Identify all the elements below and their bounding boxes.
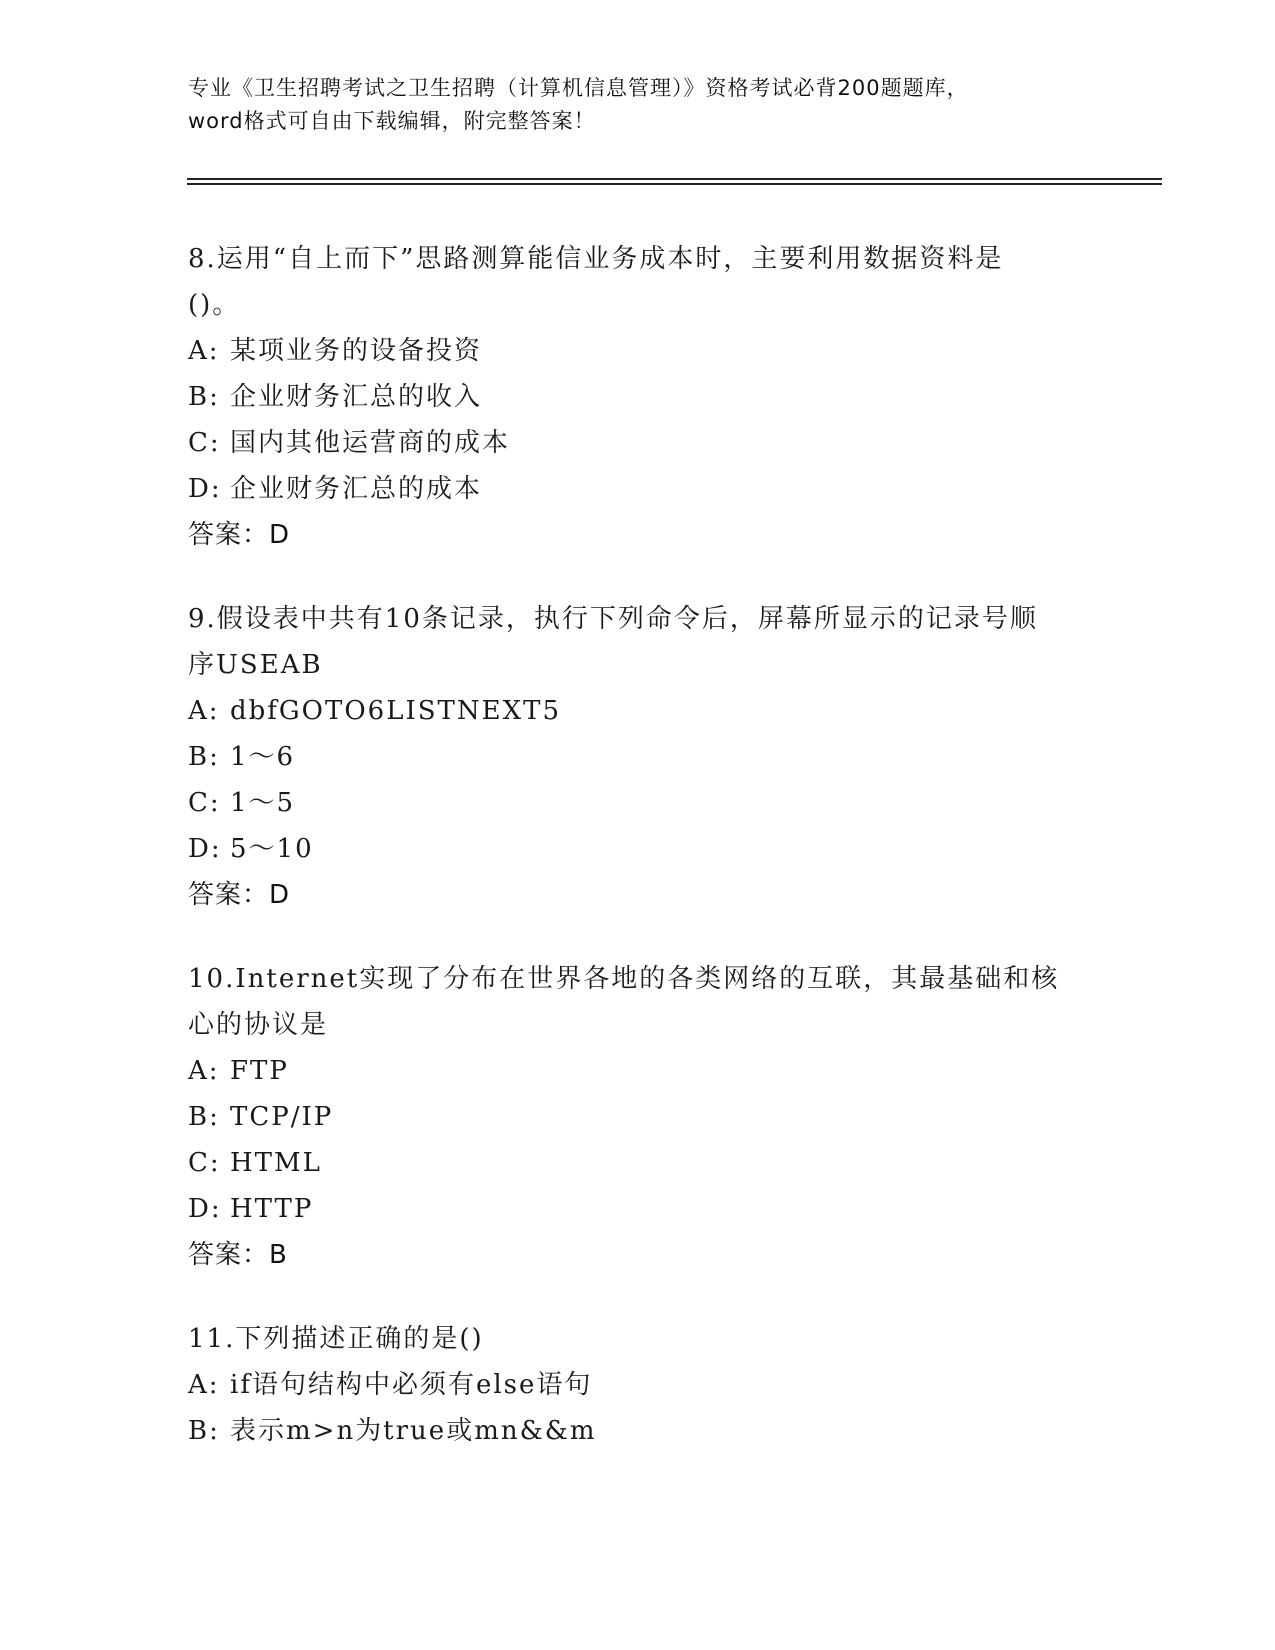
option-key: C: bbox=[188, 788, 221, 818]
option-key: D: bbox=[188, 474, 222, 504]
question-stem: 9.假设表中共有10条记录，执行下列命令后，屏幕所显示的记录号顺 bbox=[188, 604, 1038, 634]
header-divider-top bbox=[187, 178, 1162, 180]
option-text: 1～5 bbox=[230, 788, 296, 818]
option-d bbox=[188, 1186, 1088, 1232]
option-key: C: bbox=[188, 1148, 221, 1178]
answer-label: 答案：B bbox=[188, 1240, 288, 1270]
question-stem: 10.Internet实现了分布在世界各地的各类网络的互联，其最基础和核 bbox=[188, 964, 1060, 994]
option-key: A: bbox=[188, 336, 220, 366]
option-a bbox=[188, 1048, 1088, 1094]
option-d bbox=[188, 826, 1088, 872]
option-b bbox=[188, 1094, 1088, 1140]
option-text: 企业财务汇总的收入 bbox=[230, 382, 483, 412]
option-key: D: bbox=[188, 834, 222, 864]
option-text: TCP/IP bbox=[230, 1102, 334, 1132]
question-stem: 11.下列描述正确的是() bbox=[188, 1324, 484, 1354]
header-title-line-2: word格式可自由下载编辑，附完整答案！ bbox=[188, 109, 596, 133]
option-text: dbfGOTO6LISTNEXT5 bbox=[230, 696, 562, 726]
option-key: D: bbox=[188, 1194, 222, 1224]
question-11 bbox=[188, 1316, 1088, 1454]
option-key: B: bbox=[188, 742, 220, 772]
option-d bbox=[188, 466, 1088, 512]
option-a bbox=[188, 328, 1088, 374]
option-text: 某项业务的设备投资 bbox=[230, 336, 483, 366]
header-divider-bottom bbox=[187, 183, 1162, 185]
option-key: A: bbox=[188, 1056, 220, 1086]
option-key: B: bbox=[188, 1416, 220, 1446]
answer-label: 答案：D bbox=[188, 520, 291, 550]
question-10 bbox=[188, 956, 1088, 1278]
question-8 bbox=[188, 236, 1088, 558]
option-a bbox=[188, 688, 1088, 734]
option-key: A: bbox=[188, 696, 220, 726]
question-list bbox=[188, 236, 1088, 1492]
question-stem-continued: ()。 bbox=[188, 290, 241, 320]
option-text: HTTP bbox=[230, 1194, 314, 1224]
option-a bbox=[188, 1362, 1088, 1408]
option-text: 企业财务汇总的成本 bbox=[230, 474, 483, 504]
answer-label: 答案：D bbox=[188, 880, 291, 910]
option-b bbox=[188, 1408, 1088, 1454]
option-text: if语句结构中必须有else语句 bbox=[230, 1370, 593, 1400]
option-c bbox=[188, 420, 1088, 466]
option-text: 表示m>n为true或mn&&m bbox=[230, 1416, 597, 1446]
question-9 bbox=[188, 596, 1088, 918]
option-text: 1～6 bbox=[230, 742, 296, 772]
option-c bbox=[188, 1140, 1088, 1186]
question-stem-continued: 心的协议是 bbox=[188, 1010, 329, 1040]
header-title-line-1: 专业《卫生招聘考试之卫生招聘（计算机信息管理）》资格考试必背200题题库， bbox=[188, 76, 969, 100]
option-text: FTP bbox=[230, 1056, 289, 1086]
question-stem: 8.运用“自上而下”思路测算能信业务成本时，主要利用数据资料是 bbox=[188, 244, 1004, 274]
option-text: 5～10 bbox=[230, 834, 314, 864]
option-key: B: bbox=[188, 382, 220, 412]
question-stem-continued: 序USEAB bbox=[188, 650, 323, 680]
option-key: B: bbox=[188, 1102, 220, 1132]
option-b bbox=[188, 374, 1088, 420]
option-text: 国内其他运营商的成本 bbox=[230, 428, 511, 458]
option-text: HTML bbox=[230, 1148, 322, 1178]
option-b bbox=[188, 734, 1088, 780]
option-key: C: bbox=[188, 428, 221, 458]
option-key: A: bbox=[188, 1370, 220, 1400]
option-c bbox=[188, 780, 1088, 826]
document-header bbox=[188, 72, 1068, 138]
